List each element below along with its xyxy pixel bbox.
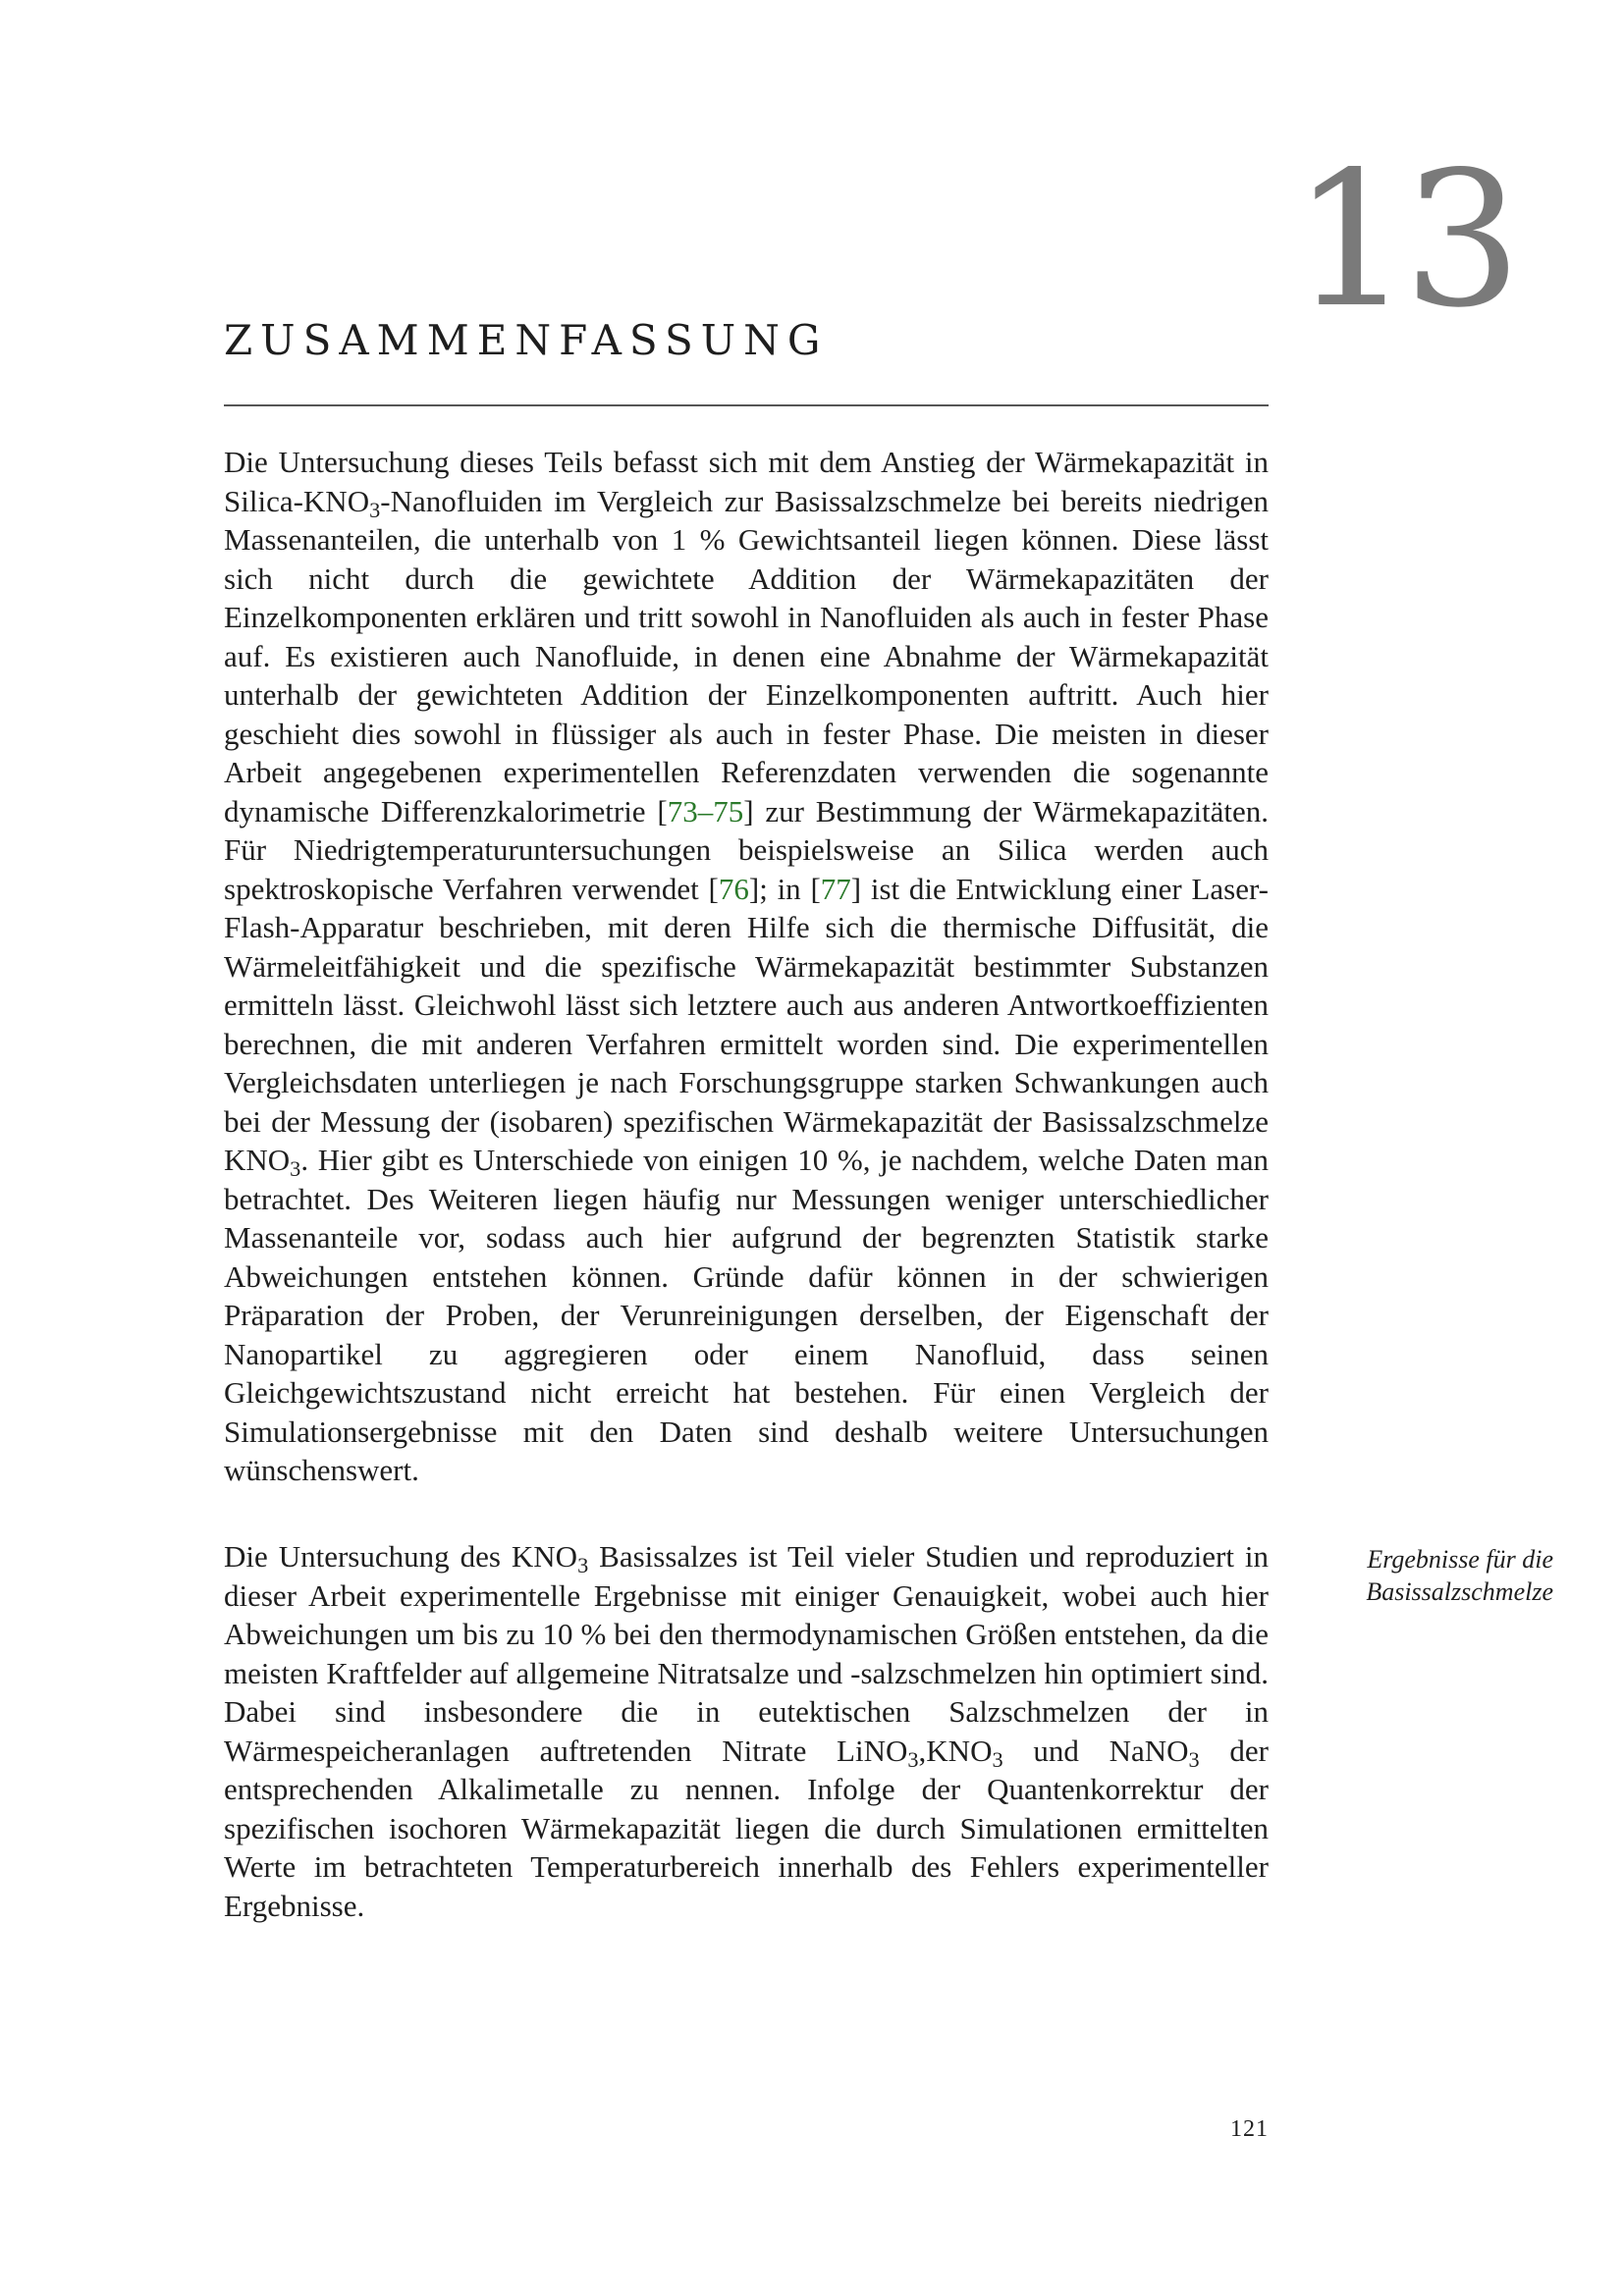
text-run: ]; in [ bbox=[748, 871, 821, 906]
paragraph-2 bbox=[224, 1537, 1269, 1925]
text-run: . Hier gibt es Unterschiede von einigen 10 %, je nachdem, welche Daten man betrachtet. Des Weiteren liegen häufig nur Messungen weniger unterschiedlicher Massenanteile vor, sodass auch hier aufgrund der begrenzten Statistik starke Abweichungen entstehen können. Gründe dafür können in der schwierigen Präparation der Proben, der Verunreinigungen derselben, der Eigenschaft der Nanopartikel zu aggregieren oder einem Nanofluid, dass seinen Gleichgewichtszustand nicht erreicht hat bestehen. Für einen Vergleich der Simulationsergebnisse mit den Daten sind deshalb weitere Untersuchungen wünschenswert. bbox=[224, 1143, 1269, 1487]
citation-link[interactable]: 76 bbox=[718, 871, 749, 906]
text-run: -Nanofluiden im Vergleich zur Basissalzschmelze bei bereits niedrigen Massenanteilen, die unterhalb von 1 % Gewichtsanteil liegen können. Diese lässt sich nicht durch die gewichtete Addition der Wärmekapazitäten der Einzelkomponenten erklären und tritt sowohl in Nanofluiden als auch in fester Phase auf. Es existieren auch Nanofluide, in denen eine Abnahme der Wärmekapazität unterhalb der gewichteten Addition der Einzelkomponenten auftritt. Auch hier geschieht dies sowohl in flüssiger als auch in fester Phase. Die meisten in dieser Arbeit angegebenen experimentellen Referenzdaten verwenden die sogenannte dynamische Differenzkalorimetrie [ bbox=[224, 483, 1269, 828]
subscript: 3 bbox=[290, 1156, 301, 1182]
paragraph-1 bbox=[224, 443, 1269, 1490]
subscript: 3 bbox=[1188, 1746, 1200, 1772]
title-rule bbox=[224, 404, 1269, 406]
text-run: der entsprechenden Alkalimetalle zu nennen. Infolge der Quantenkorrektur der spezifischen isochoren Wärmekapazität liegen die durch Simulationen ermittelten Werte im betrachteten Temperaturbereich innerhalb des Fehlers experimenteller Ergebnisse. bbox=[224, 1733, 1269, 1923]
citation-link[interactable]: 77 bbox=[820, 871, 851, 906]
margin-note-line: Basissalzschmelze bbox=[1366, 1577, 1553, 1606]
subscript: 3 bbox=[577, 1553, 589, 1578]
page-number: 121 bbox=[1230, 2116, 1269, 2142]
text-run: und NaNO bbox=[1002, 1733, 1189, 1768]
text-run: Die Untersuchung dieses Teils befasst sich mit dem Anstieg der Wärmekapazität in Silica-KNO bbox=[224, 445, 1269, 518]
subscript: 3 bbox=[992, 1746, 1003, 1772]
margin-note-line: Ergebnisse für die bbox=[1367, 1545, 1553, 1574]
subscript: 3 bbox=[907, 1746, 919, 1772]
citation-link[interactable]: 73–75 bbox=[667, 793, 744, 828]
text-run: ,KNO bbox=[918, 1733, 993, 1768]
text-run: ] zur Bestimmung der Wärmekapazitäten. Für Niedrigtemperaturuntersuchungen beispielsweise an Silica werden auch spektroskopische Verfahren verwendet [ bbox=[224, 793, 1269, 906]
subscript: 3 bbox=[369, 497, 381, 522]
text-run: Basissalzes ist Teil vieler Studien und reproduziert in dieser Arbeit experimentelle Ergebnisse mit einiger Genauigkeit, wobei auch hier Abweichungen um bis zu 10 % bei den thermodynamischen Größen entstehen, da die meisten Kraftfelder auf allgemeine Nitratsalze und -salzschmelzen hin optimiert sind. Dabei sind insbesondere die in eutektischen Salzschmelzen der in Wärmespeicheranlagen auftretenden Nitrate LiNO bbox=[224, 1539, 1270, 1768]
margin-note bbox=[1327, 1543, 1553, 1608]
text-run: Die Untersuchung des KNO bbox=[224, 1539, 578, 1574]
chapter-title: ZUSAMMENFASSUNG bbox=[224, 316, 829, 364]
chapter-number: 13 bbox=[1292, 132, 1514, 348]
text-run: ] ist die Entwicklung einer Laser-Flash-Apparatur beschrieben, mit deren Hilfe sich die thermische Diffusität, die Wärmeleitfähigkeit und die spezifische Wärmekapazität bestimmter Substanzen ermitteln lässt. Gleichwohl lässt sich letztere auch aus anderen Antwortkoeffizienten berechnen, die mit anderen Verfahren ermittelt worden sind. Die experimentellen Vergleichsdaten unterliegen je nach Forschungsgruppe starken Schwankungen auch bei der Messung der (isobaren) spezifischen Wärmekapazität der Basissalzschmelze KNO bbox=[224, 871, 1269, 1177]
